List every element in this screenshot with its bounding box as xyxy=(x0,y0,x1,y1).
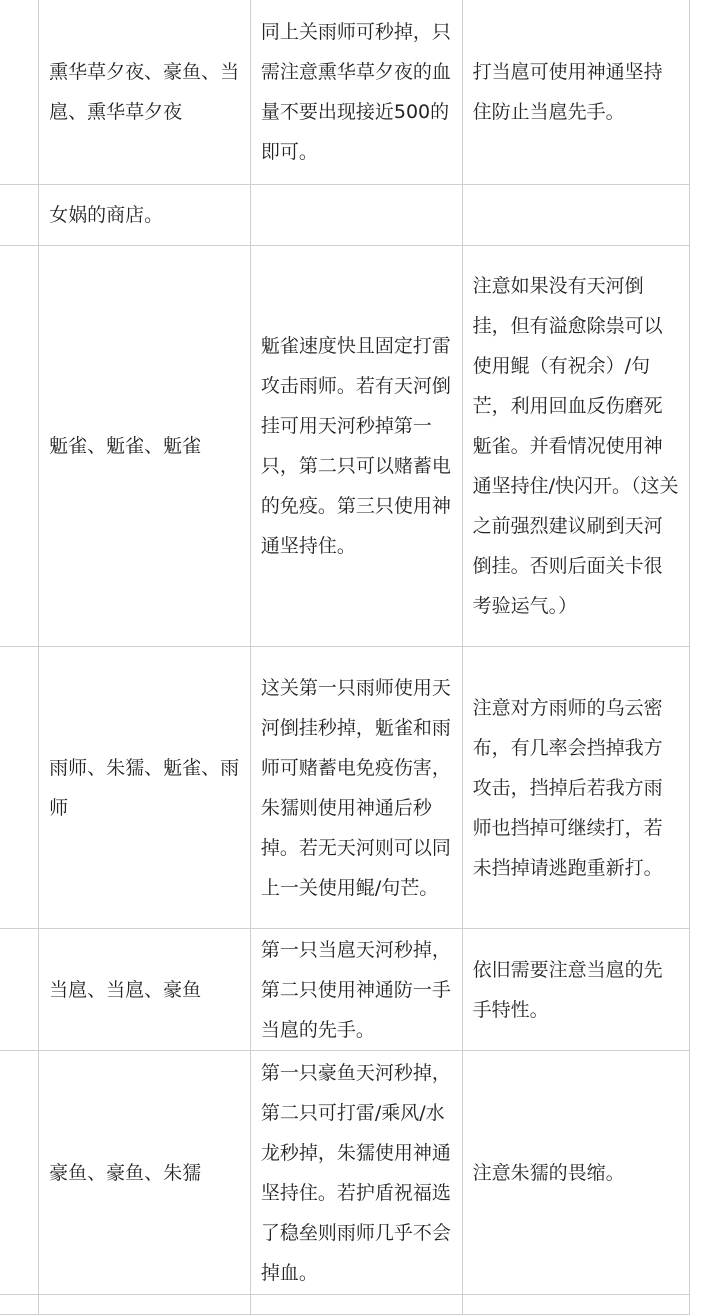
enemy-lineup-cell: 熏华草夕夜、豪鱼、当扈、熏华草夕夜 xyxy=(39,0,251,185)
enemy-lineup-cell: 鬿雀、鬿雀、鬿雀 xyxy=(39,246,251,647)
enemy-lineup-cell xyxy=(39,1295,251,1315)
table-row xyxy=(0,647,690,929)
strategy-cell: 第一只当扈天河秒掉，第二只使用神通防一手当扈的先手。 xyxy=(250,929,462,1051)
table-row xyxy=(0,1051,690,1295)
strategy-cell xyxy=(250,185,462,246)
table-row xyxy=(0,185,690,246)
index-cell xyxy=(0,1295,39,1315)
table-row xyxy=(0,929,690,1051)
index-cell xyxy=(0,185,39,246)
strategy-cell: 鬿雀速度快且固定打雷攻击雨师。若有天河倒挂可用天河秒掉第一只，第二只可以赌蓄电的免疫。第三只使用神通坚持住。 xyxy=(250,246,462,647)
strategy-cell: 第一只豪鱼天河秒掉，第二只可打雷/乘风/水龙秒掉，朱獳使用神通坚持住。若护盾祝福选了稳垒则雨师几乎不会掉血。 xyxy=(250,1051,462,1295)
notes-cell: 注意如果没有天河倒挂，但有溢愈除祟可以使用鲲（有祝余）/句芒，利用回血反伤磨死鬿雀。并看情况使用神通坚持住/快闪开。（这关之前强烈建议刷到天河倒挂。否则后面关卡很考验运气。） xyxy=(462,246,689,647)
enemy-lineup-cell: 豪鱼、豪鱼、朱獳 xyxy=(39,1051,251,1295)
enemy-lineup-cell: 雨师、朱獳、鬿雀、雨师 xyxy=(39,647,251,929)
notes-cell xyxy=(462,185,689,246)
notes-cell: 注意对方雨师的乌云密布，有几率会挡掉我方攻击，挡掉后若我方雨师也挡掉可继续打，若未挡掉请逃跑重新打。 xyxy=(462,647,689,929)
strategy-cell: 这关第一只雨师使用天河倒挂秒掉，鬿雀和雨师可赌蓄电免疫伤害，朱獳则使用神通后秒掉。若无天河则可以同上一关使用鲲/句芒。 xyxy=(250,647,462,929)
index-cell xyxy=(0,929,39,1051)
index-cell xyxy=(0,1051,39,1295)
table-row xyxy=(0,246,690,647)
table-row-continued xyxy=(0,1295,690,1315)
notes-cell: 注意朱獳的畏缩。 xyxy=(462,1051,689,1295)
index-cell xyxy=(0,647,39,929)
strategy-cell: 同上关雨师可秒掉，只需注意熏华草夕夜的血量不要出现接近500的即可。 xyxy=(250,0,462,185)
notes-cell xyxy=(462,1295,689,1315)
enemy-lineup-cell: 当扈、当扈、豪鱼 xyxy=(39,929,251,1051)
notes-cell: 打当扈可使用神通坚持住防止当扈先手。 xyxy=(462,0,689,185)
strategy-cell xyxy=(250,1295,462,1315)
notes-cell: 依旧需要注意当扈的先手特性。 xyxy=(462,929,689,1051)
enemy-lineup-cell: 女娲的商店。 xyxy=(39,185,251,246)
index-cell xyxy=(0,246,39,647)
table-row xyxy=(0,0,690,185)
index-cell xyxy=(0,0,39,185)
